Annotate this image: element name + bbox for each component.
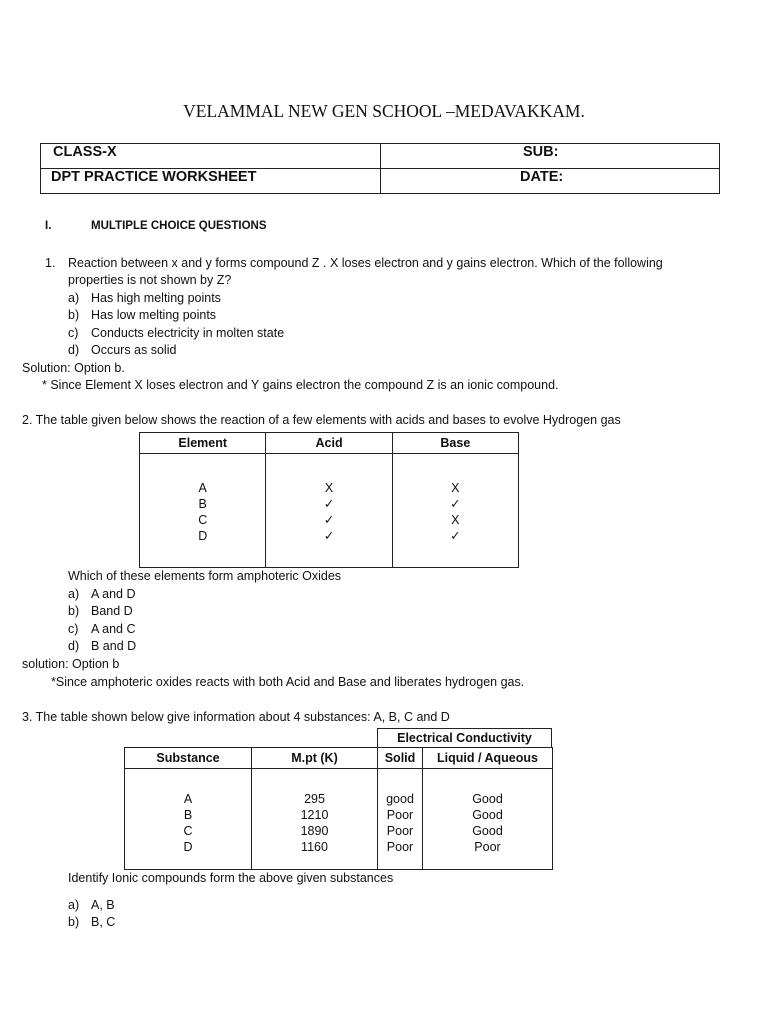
q1-text-line1: Reaction between x and y forms compound Z . X loses electron and y gains electron. Which of the following: [68, 256, 663, 270]
q1-option-d-text: Occurs as solid: [91, 343, 177, 357]
q3-substance-cell: A: [183, 792, 193, 806]
q3-header-substance: Substance: [125, 748, 252, 769]
subject-cell: [381, 144, 720, 169]
q2-text: 2. The table given below shows the reaction of a few elements with acids and bases to evolve Hydrogen gas: [22, 413, 621, 427]
q1-option-b-text: Has low melting points: [91, 308, 217, 322]
q3-header-solid: Solid: [378, 748, 423, 769]
q3-mpt-column: [252, 769, 378, 870]
q3-mpt-cell: 1160: [301, 840, 328, 854]
q3-solid-cell: Poor: [386, 808, 414, 822]
q1-option-b-letter: b): [68, 308, 80, 322]
q2-acid-cell: ✓: [323, 529, 335, 543]
q2-acid-cell: ✓: [323, 513, 335, 527]
q1-option-c-text: Conducts electricity in molten state: [91, 326, 285, 340]
q1-option-a-letter: a): [68, 291, 80, 305]
q3-liquid-column: [423, 769, 553, 870]
q3-solid-column: [378, 769, 423, 870]
q1-explanation: * Since Element X loses electron and Y gains electron the compound Z is an ionic compound.: [42, 378, 559, 392]
q2-element-cell: C: [198, 513, 208, 527]
q3-substance-cell: B: [183, 808, 193, 822]
q3-table: [124, 747, 553, 870]
q2-element-cell: B: [198, 497, 207, 511]
q3-header-liquid: Liquid / Aqueous: [423, 748, 553, 769]
q2-option-d-letter: d): [68, 639, 80, 653]
q3-liquid-cell: Poor: [474, 840, 501, 854]
q1-text-line2: properties is not shown by Z?: [68, 273, 232, 287]
q2-explanation: *Since amphoteric oxides reacts with both Acid and Base and liberates hydrogen gas.: [51, 675, 525, 689]
q2-acid-cell: ✓: [323, 497, 335, 511]
q2-base-cell: ✓: [450, 529, 461, 543]
q2-option-a-text: A and D: [91, 587, 136, 601]
q3-header-mpt: M.pt (K): [252, 748, 378, 769]
q2-option-a-letter: a): [68, 587, 80, 601]
q2-acid-column: [266, 454, 392, 568]
q3-option-b-letter: b): [68, 915, 80, 929]
worksheet-label: DPT PRACTICE WORKSHEET: [51, 169, 257, 185]
q1-option-c-letter: c): [68, 326, 79, 340]
class-label: CLASS-X: [53, 144, 117, 160]
q2-prompt: Which of these elements form amphoteric Oxides: [68, 569, 342, 583]
q3-mpt-cell: 1210: [300, 808, 329, 822]
q3-solid-cell: Poor: [386, 840, 414, 854]
q2-option-c-letter: c): [68, 622, 79, 636]
q2-header-element: Element: [140, 433, 266, 454]
q2-base-cell: X: [451, 481, 460, 495]
q3-substance-cell: D: [183, 840, 193, 854]
q2-option-b-text: Band D: [91, 604, 133, 618]
q3-solid-cell: Poor: [386, 824, 414, 838]
q2-option-d-text: B and D: [91, 639, 137, 653]
q2-element-cell: A: [198, 481, 207, 495]
date-cell: [381, 169, 720, 194]
q2-header-base: Base: [392, 433, 518, 454]
q2-option-c-text: A and C: [91, 622, 136, 636]
q2-acid-cell: X: [324, 481, 334, 495]
q3-liquid-cell: Good: [472, 824, 503, 838]
q3-mpt-cell: 1890: [300, 824, 329, 838]
subject-label: SUB:: [523, 144, 559, 160]
q3-substance-column: [125, 769, 252, 870]
q2-element-cell: D: [198, 529, 208, 543]
q3-option-b-text: B, C: [91, 915, 116, 929]
q3-option-a-letter: a): [68, 898, 80, 912]
class-cell: [41, 144, 381, 169]
q1-solution: Solution: Option b.: [22, 361, 125, 375]
q2-element-column: [140, 454, 266, 568]
section-number: I.: [45, 220, 52, 232]
q3-prompt: Identify Ionic compounds form the above given substances: [68, 871, 394, 885]
q3-option-a-text: A, B: [91, 898, 115, 912]
q3-group-header: Electrical Conductivity: [377, 728, 552, 747]
header-table: [40, 143, 720, 194]
q3-mpt-cell: 295: [304, 792, 325, 806]
q3-liquid-cell: Good: [472, 808, 503, 822]
section-title: MULTIPLE CHOICE QUESTIONS: [91, 220, 267, 232]
q1-number: 1.: [45, 256, 56, 270]
worksheet-cell: [41, 169, 381, 194]
q2-option-b-letter: b): [68, 604, 80, 618]
q3-substance-cell: C: [183, 824, 193, 838]
q2-table: [139, 432, 519, 568]
q1-option-d-letter: d): [68, 343, 80, 357]
q2-solution: solution: Option b: [22, 657, 120, 671]
q1-option-a-text: Has high melting points: [91, 291, 221, 305]
q3-text: 3. The table shown below give information about 4 substances: A, B, C and D: [22, 710, 450, 724]
q3-solid-cell: good: [386, 792, 414, 806]
q2-base-cell: X: [451, 513, 460, 527]
q2-base-column: [392, 454, 518, 568]
q2-base-cell: ✓: [450, 497, 461, 511]
q3-liquid-cell: Good: [472, 792, 503, 806]
date-label: DATE:: [520, 169, 564, 185]
q2-header-acid: Acid: [266, 433, 392, 454]
school-title: VELAMMAL NEW GEN SCHOOL –MEDAVAKKAM.: [183, 101, 585, 121]
